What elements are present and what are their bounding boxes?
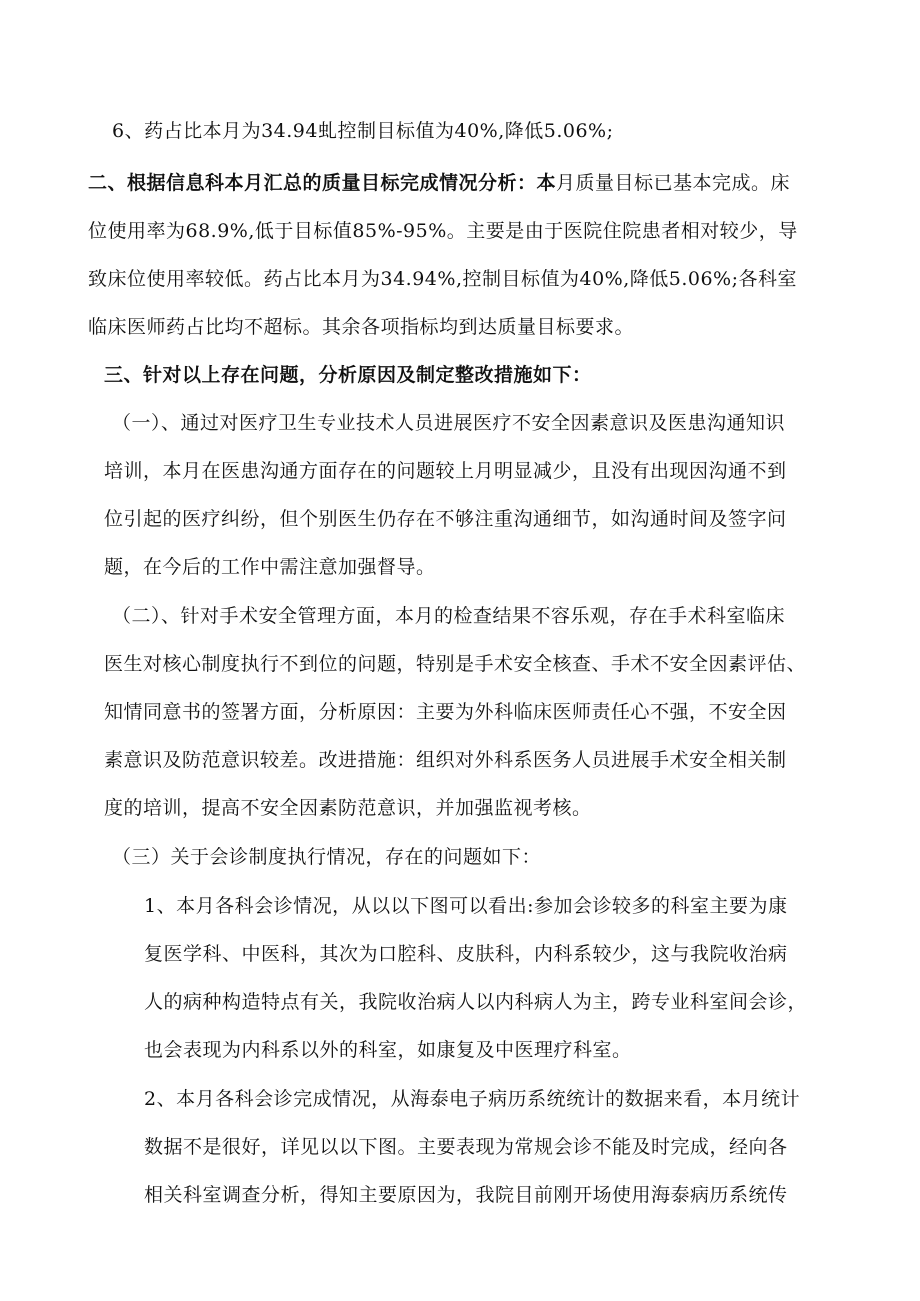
para-2-line-5: 度的培训，提高不安全因素防范意识，并加强监视考核。 bbox=[104, 797, 592, 819]
section-2-heading: 二、根据信息科本月汇总的质量目标完成情况分析： bbox=[88, 172, 537, 194]
para-2-line-3: 知情同意书的签署方面，分析原因：主要为外科临床医师责任心不强，不安全因 bbox=[104, 701, 787, 723]
para-1-line-4: 题，在今后的工作中需注意加强督导。 bbox=[104, 556, 436, 578]
para-1-line-2: 培训，本月在医患沟通方面存在的问题较上月明显减少，且没有出现因沟通不到 bbox=[104, 460, 787, 482]
item-6-text: 6、药占比本月为34.94虬控制目标值为40%,降低5.06%; bbox=[112, 120, 614, 142]
para-2-line-4: 素意识及防范意识较差。改进措施：组织对外科系医务人员进展手术安全相关制 bbox=[104, 749, 787, 771]
item-1-line-3: 人的病种构造特点有关，我院收治病人以内科病人为主，跨专业科室间会诊， bbox=[144, 991, 808, 1013]
section-3-heading: 三、针对以上存在问题，分析原因及制定整改措施如下： bbox=[104, 364, 592, 386]
para-3-heading: （三）关于会诊制度执行情况，存在的问题如下： bbox=[112, 846, 542, 868]
item-2-line-2: 数据不是很好，详见以以下图。主要表现为常规会诊不能及时完成，经向各 bbox=[144, 1136, 788, 1158]
item-1-line-4: 也会表现为内科系以外的科室，如康复及中医理疗科室。 bbox=[144, 1039, 632, 1061]
para-2-line-1: （二）、针对手术安全管理方面，本月的检查结果不容乐观，存在手术科室临床 bbox=[112, 605, 786, 627]
item-1-line-2: 复医学科、中医科，其次为口腔科、皮肤科，内科系较少，这与我院收治病 bbox=[144, 943, 788, 965]
section-2-lead-char: 本 bbox=[536, 172, 557, 194]
para-2-line-2: 医生对核心制度执行不到位的问题，特别是手术安全核查、手术不安全因素评估、 bbox=[104, 653, 807, 675]
item-2-line-3: 相关科室调查分析，得知主要原因为，我院目前刚开场使用海泰病历系统传 bbox=[144, 1184, 788, 1206]
section-2-line-3: 致床位使用率较低。药占比本月为34.94%,控制目标值为40%,降低5.06%;各科室 bbox=[88, 268, 798, 290]
item-1-line-1: 1、本月各科会诊情况，从以以下图可以看出:参加会诊较多的科室主要为康 bbox=[144, 895, 788, 917]
item-2-line-1: 2、本月各科会诊完成情况，从海泰电子病历系统统计的数据来看，本月统计 bbox=[144, 1088, 801, 1110]
section-2-line-1-rest: 月质量目标已基本完成。床 bbox=[556, 172, 791, 194]
para-1-line-3: 位引起的医疗纠纷，但个别医生仍存在不够注重沟通细节，如沟通时间及签字问 bbox=[104, 508, 787, 530]
section-2-line-2: 位使用率为68.9%,低于目标值85%-95%。主要是由于医院住院患者相对较少，导 bbox=[88, 220, 798, 242]
section-2-line-1 bbox=[88, 170, 790, 196]
para-1-line-1: （一）、通过对医疗卫生专业技术人员进展医疗不安全因素意识及医患沟通知识 bbox=[112, 412, 786, 434]
section-2-line-4: 临床医师药占比均不超标。其余各项指标均到达质量目标要求。 bbox=[88, 316, 635, 338]
